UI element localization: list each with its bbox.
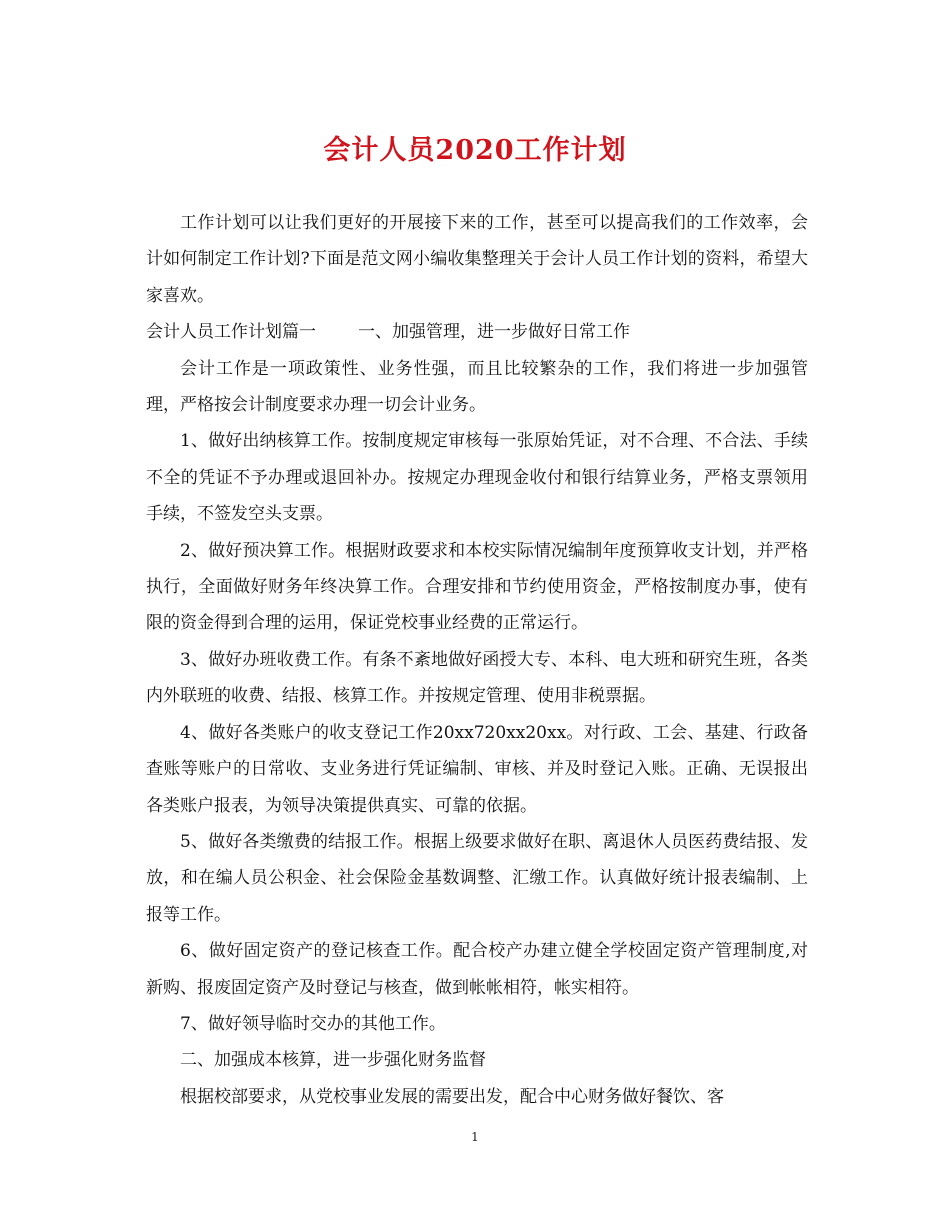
paragraph-section-2: 根据校部要求，从党校事业发展的需要出发，配合中心财务做好餐饮、客 <box>180 1086 724 1107</box>
paragraph-item-4: 4、做好各类账户的收支登记工作20xx720xx20xx。对行政、工会、基建、行政备查账等账户的日常收、支业务进行凭证编制、审核、并及时登记入账。正确、无误报出各类账户报表，为领导决策提供真实、可靠的依据。 <box>146 722 808 816</box>
paragraph-item-6: 6、做好固定资产的登记核查工作。配合校产办建立健全学校固定资产管理制度,对新购、报废固定资产及时登记与核查，做到帐帐相符，帐实相符。 <box>146 941 808 998</box>
paragraph-item-1: 1、做好出纳核算工作。按制度规定审核每一张原始凭证，对不合理、不合法、手续不全的凭证不予办理或退回补办。按规定办理现金收付和银行结算业务，严格支票领用手续，不签发空头支票。 <box>146 431 808 525</box>
section-line <box>146 314 808 350</box>
paragraph-item-3: 3、做好办班收费工作。有条不紊地做好函授大专、本科、电大班和研究生班，各类内外联班的收费、结报、核算工作。并按规定管理、使用非税票据。 <box>146 649 808 707</box>
section-heading: 一、加强管理，进一步做好日常工作 <box>358 322 630 343</box>
paragraph-item-7: 7、做好领导临时交办的其他工作。 <box>180 1013 446 1034</box>
section-label: 会计人员工作计划篇一 <box>146 322 316 343</box>
paragraph-item-2: 2、做好预决算工作。根据财政要求和本校实际情况编制年度预算收支计划，并严格执行，全面做好财务年终决算工作。合理安排和节约使用资金，严格按制度办事，使有限的资金得到合理的运用，保证党校事业经费的正常运行。 <box>146 540 808 634</box>
paragraph-overview: 会计工作是一项政策性、业务性强，而且比较繁杂的工作，我们将进一步加强管理，严格按会计制度要求办理一切会计业务。 <box>146 358 808 416</box>
section-heading-2: 二、加强成本核算，进一步强化财务监督 <box>180 1050 486 1071</box>
page-number: 1 <box>471 1130 479 1144</box>
paragraph-item-5: 5、做好各类缴费的结报工作。根据上级要求做好在职、离退休人员医药费结报、发放，和在编人员公积金、社会保险金基数调整、汇缴工作。认真做好统计报表编制、上报等工作。 <box>146 831 808 925</box>
document-body <box>146 205 808 1115</box>
intro-paragraph: 工作计划可以让我们更好的开展接下来的工作，甚至可以提高我们的工作效率，会计如何制定工作计划?下面是范文网小编收集整理关于会计人员工作计划的资料，希望大家喜欢。 <box>146 213 808 306</box>
document-title: 会计人员2020工作计划 <box>323 135 627 166</box>
